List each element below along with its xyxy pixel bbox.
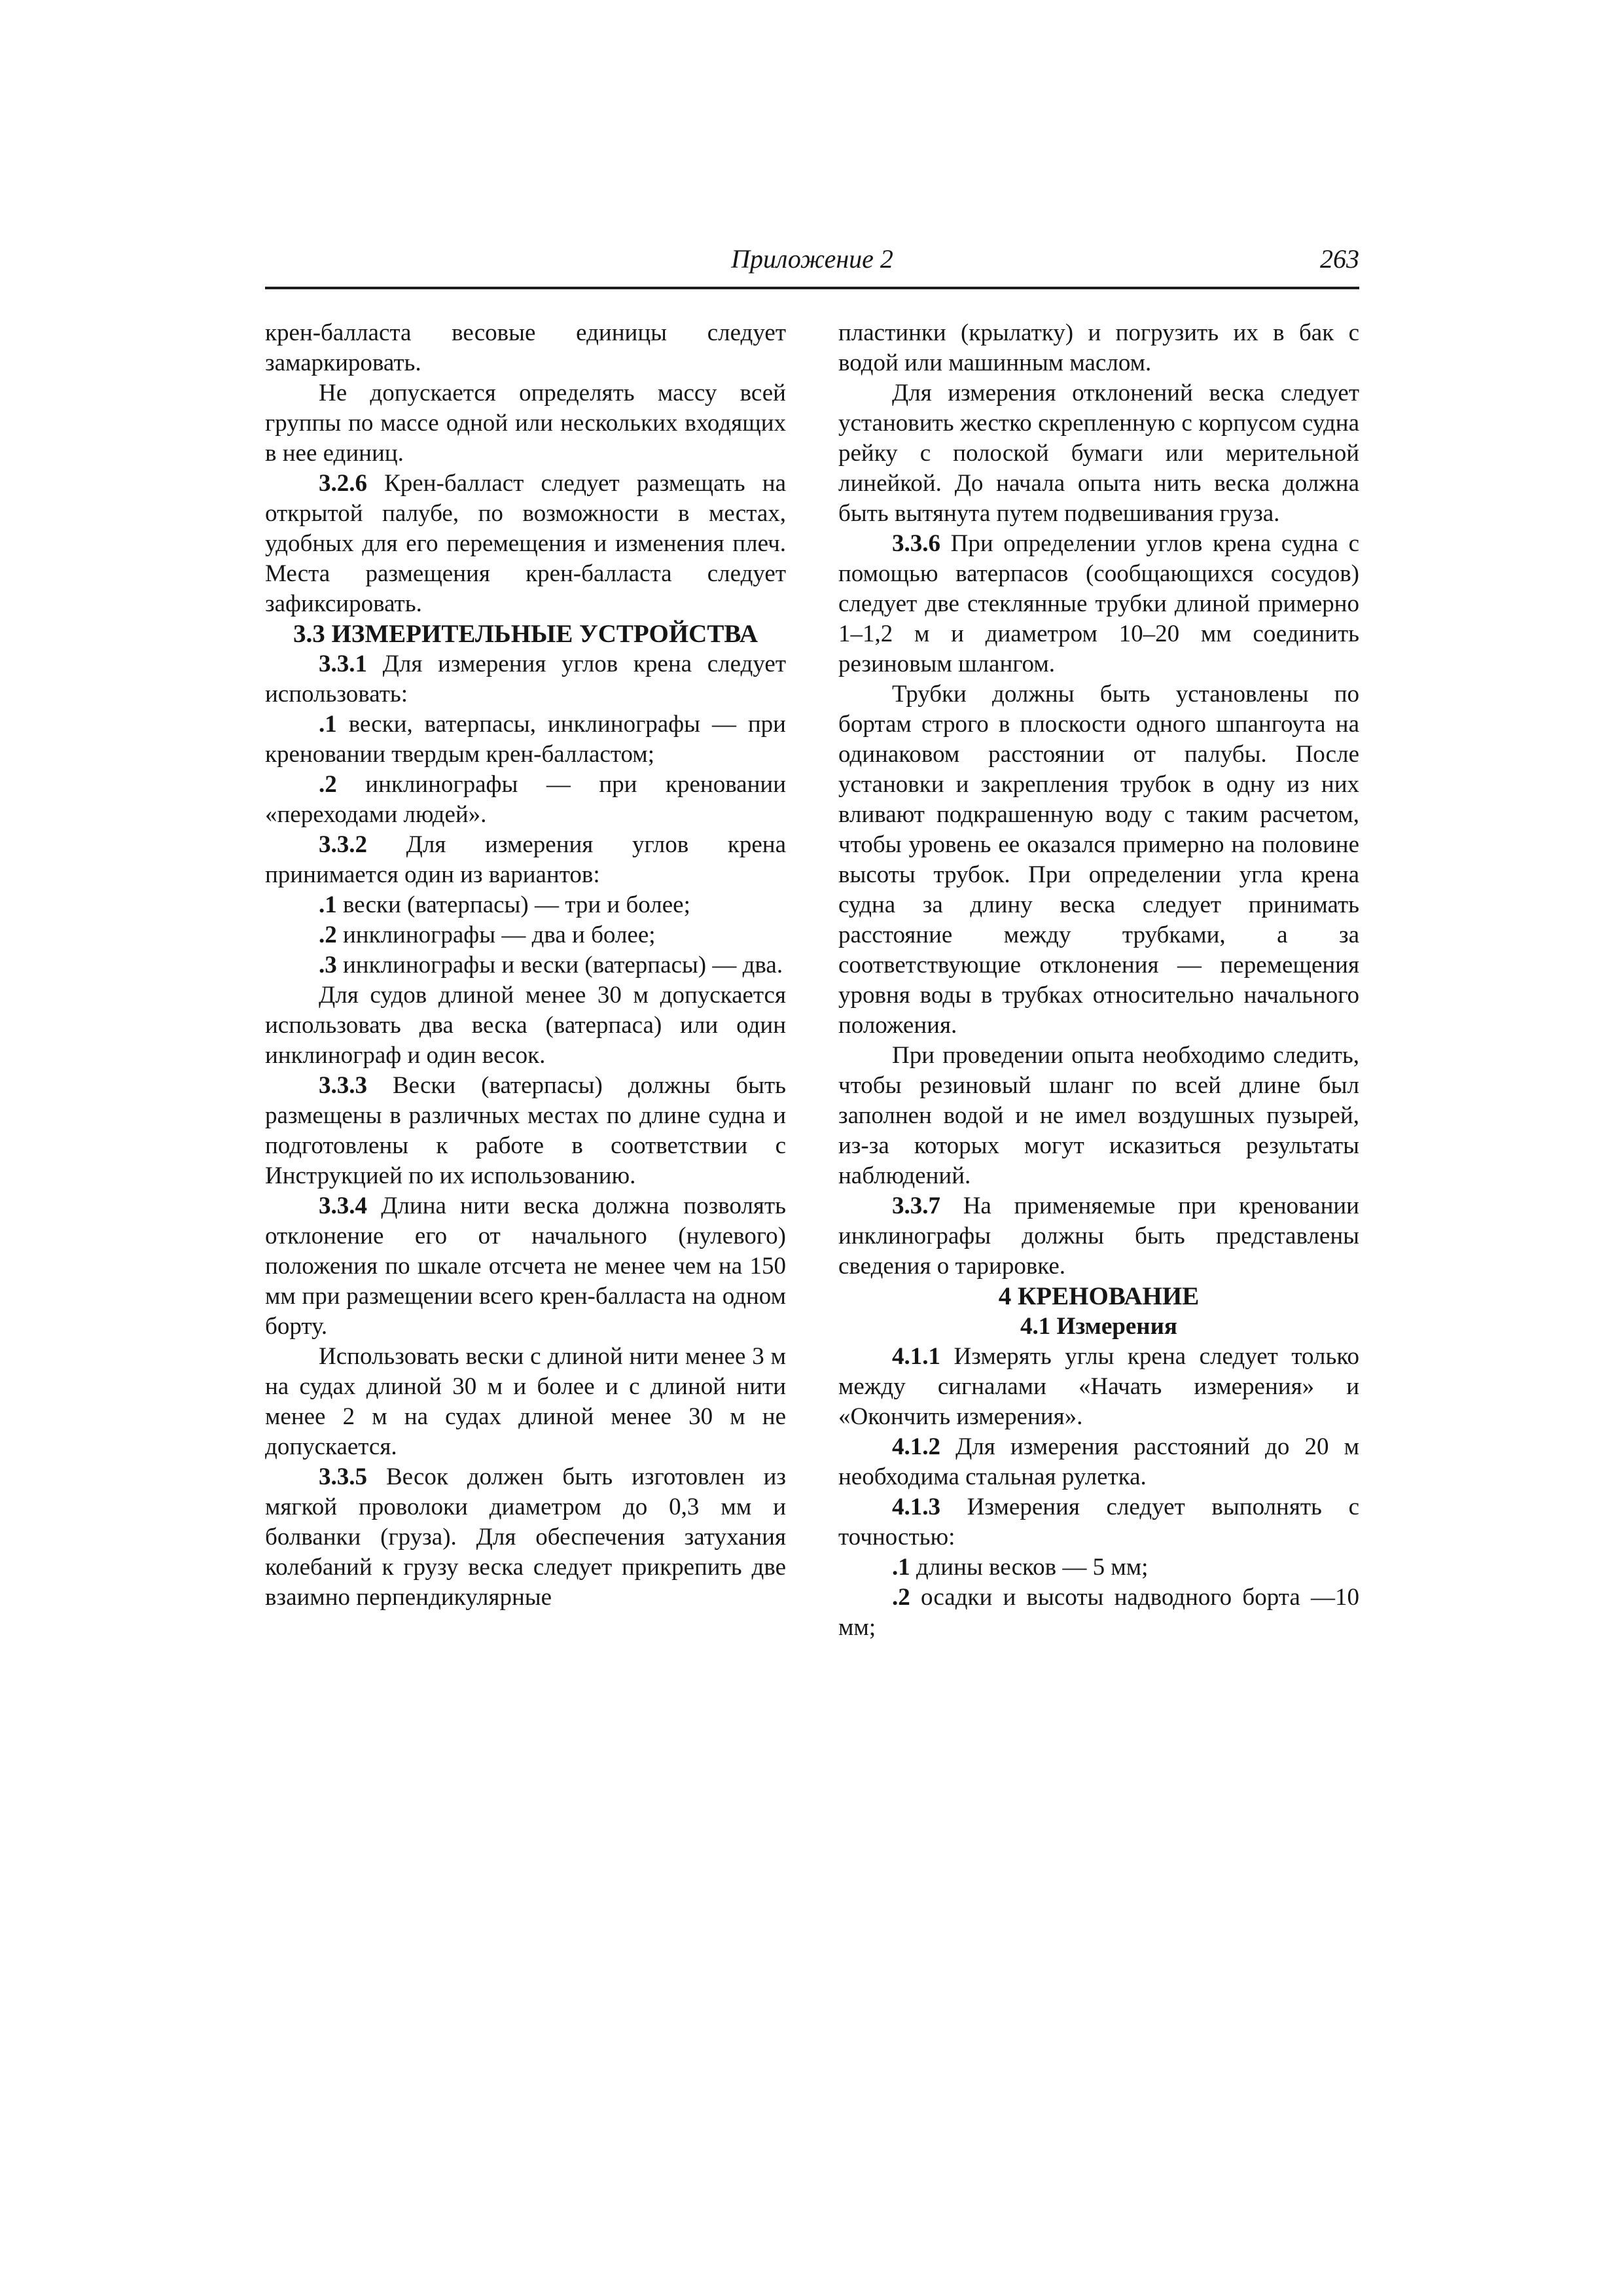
numbered-paragraph: 3.2.6 Крен-балласт следует размещать на открытой палубе, по возможности в местах, удобных для его перемещения и изменения плеч. Места размещения крен-балласта следует зафиксировать. [265, 470, 786, 617]
section-heading: 4 КРЕНОВАНИЕ [998, 1282, 1200, 1310]
left-column [265, 318, 786, 1643]
clause-number: .1 [319, 891, 337, 918]
numbered-paragraph: 3.3.1 Для измерения углов крена следует использовать: [265, 651, 786, 708]
paragraph: Трубки должны быть установлены по бортам строго в плоскости одного шпангоута на одинаковом расстоянии от палубы. После установки и закрепления трубок в одну из них вливают подкрашенную воду с таким расчетом, чтобы уровень ее оказался примерно на половине высоты трубок. При определении угла крена судна за длину веска следует принимать расстояние между трубками, а за соответствующие отклонения — перемещения уровня воды в трубках относительно начального положения. [838, 681, 1359, 1039]
paragraph: Для измерения отклонений веска следует установить жестко скрепленную с корпусом судна рейку с полоской бумаги или мерительной линейкой. До начала опыта нить веска должна быть вытянута путем подвешивания груза. [838, 380, 1359, 527]
right-column [838, 318, 1359, 1643]
paragraph: Использовать вески с длиной нити менее 3 м на судах длиной 30 м и более и с длиной нити менее 2 м на судах длиной менее 30 м не допускается. [265, 1343, 786, 1460]
numbered-paragraph: 3.3.6 При определении углов крена судна с помощью ватерпасов (сообщающихся сосудов) следует две стеклянные трубки длиной примерно 1–1,2 м и диаметром 10–20 мм соединить резиновым шлангом. [838, 530, 1359, 677]
clause-number: .2 [892, 1584, 910, 1611]
section-heading: 3.3 ИЗМЕРИТЕЛЬНЫЕ УСТРОЙСТВА [293, 620, 758, 648]
clause-number: 4.1.1 [892, 1343, 940, 1370]
header-rule [265, 287, 1359, 289]
clause-number: .2 [319, 771, 337, 798]
numbered-paragraph: 4.1.1 Измерять углы крена следует только между сигналами «Начать измерения» и «Окончить измерения». [838, 1343, 1359, 1430]
clause-number: 3.2.6 [319, 470, 367, 497]
paragraph: При проведении опыта необходимо следить, чтобы резиновый шланг по всей длине был заполнен водой и не имел воздушных пузырей, из-за которых могут исказиться результаты наблюдений. [838, 1042, 1359, 1189]
clause-number: .2 [319, 922, 337, 948]
list-item: .1 длины весков — 5 мм; [892, 1554, 1149, 1581]
numbered-paragraph: 3.3.3 Вески (ватерпасы) должны быть размещены в различных местах по длине судна и подготовлены к работе в соответствии с Инструкцией по их использованию. [265, 1072, 786, 1189]
list-item: .2 инклинографы — при креновании «переходами людей». [265, 771, 786, 828]
clause-number: 4.1.3 [892, 1494, 940, 1520]
continuation-paragraph: крен-балласта весовые единицы следует замаркировать. [265, 319, 786, 376]
clause-number: 3.3.7 [892, 1193, 940, 1219]
clause-number: 3.3.4 [319, 1193, 367, 1219]
clause-number: 3.3.1 [319, 651, 367, 677]
page-content [265, 241, 1359, 1643]
clause-number: 3.3.6 [892, 530, 940, 557]
paragraph: Не допускается определять массу всей группы по массе одной или нескольких входящих в нее единиц. [265, 380, 786, 467]
clause-number: 3.3.2 [319, 831, 367, 858]
clause-number: .1 [319, 711, 337, 738]
list-item: .2 инклинографы — два и более; [319, 922, 656, 948]
list-item: .1 вески (ватерпасы) — три и более; [319, 891, 690, 918]
list-item: .2 осадки и высоты надводного борта —10 мм; [838, 1584, 1359, 1641]
paragraph: Для судов длиной менее 30 м допускается использовать два веска (ватерпаса) или один инклинограф и один весок. [265, 982, 786, 1069]
clause-number: 4.1.2 [892, 1433, 940, 1460]
clause-number: 3.3.5 [319, 1463, 367, 1490]
numbered-paragraph: 3.3.5 Весок должен быть изготовлен из мягкой проволоки диаметром до 0,3 мм и болванки (груза). Для обеспечения затухания колебаний к грузу веска следует прикрепить две взаимно перпендикулярные [265, 1463, 786, 1611]
clause-number: 3.3.3 [319, 1072, 367, 1099]
numbered-paragraph: 3.3.7 На применяемые при креновании инклинографы должны быть представлены сведения о тарировке. [838, 1193, 1359, 1280]
numbered-paragraph: 4.1.3 Измерения следует выполнять с точностью: [838, 1494, 1359, 1551]
text-columns [265, 318, 1359, 1643]
subsection-heading: 4.1 Измерения [1020, 1313, 1177, 1340]
page-number: 263 [1320, 244, 1359, 274]
list-item: .1 вески, ватерпасы, инклинографы — при креновании твердым крен-балластом; [265, 711, 786, 768]
clause-number: .1 [892, 1554, 910, 1581]
numbered-paragraph: 3.3.2 Для измерения углов крена принимается один из вариантов: [265, 831, 786, 888]
running-title: Приложение 2 [731, 244, 893, 274]
continuation-paragraph: пластинки (крылатку) и погрузить их в бак с водой или машинным маслом. [838, 319, 1359, 376]
numbered-paragraph: 4.1.2 Для измерения расстояний до 20 м необходима стальная рулетка. [838, 1433, 1359, 1490]
list-item: .3 инклинографы и вески (ватерпасы) — два. [319, 952, 783, 978]
numbered-paragraph: 3.3.4 Длина нити веска должна позволять отклонение его от начального (нулевого) положения по шкале отсчета не менее чем на 150 мм при размещении всего крен-балласта на одном борту. [265, 1193, 786, 1340]
clause-number: .3 [319, 952, 337, 978]
page-header [265, 241, 1359, 278]
